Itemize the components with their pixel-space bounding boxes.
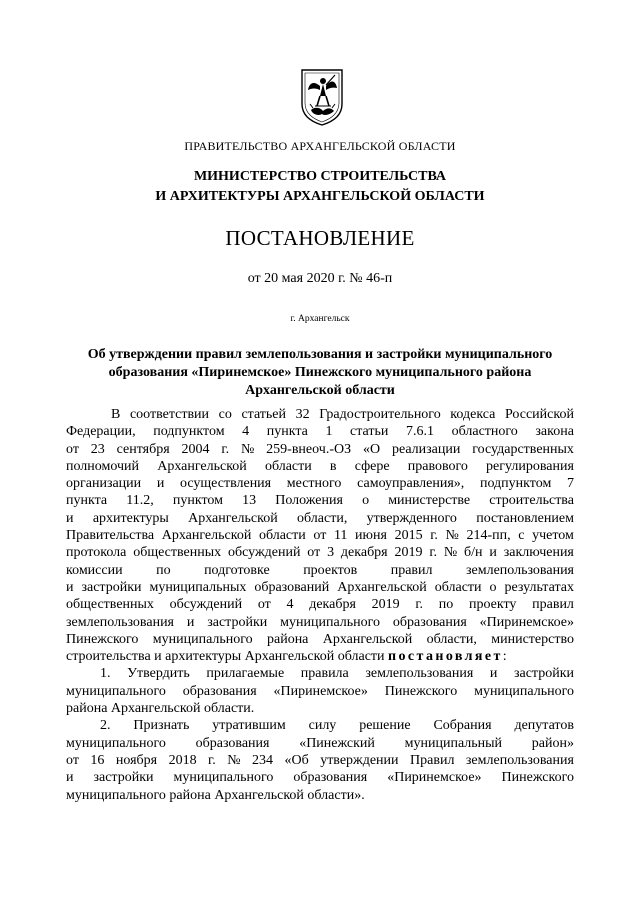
- word: муниципального: [173, 770, 274, 786]
- word: от: [66, 441, 79, 457]
- word: утратившим: [212, 718, 286, 734]
- word: по: [156, 562, 171, 578]
- text-line: [66, 510, 574, 527]
- resolution-keyword-suffix: :: [502, 649, 507, 665]
- word: пункта: [66, 493, 108, 509]
- word: правила: [300, 666, 349, 682]
- word: реализации: [391, 441, 461, 457]
- word: Правительства: [66, 528, 155, 544]
- word: Пинежского: [501, 770, 574, 786]
- word: №: [443, 545, 458, 561]
- word: застройки: [93, 770, 154, 786]
- word: г.: [430, 528, 438, 544]
- word: статьи: [350, 424, 389, 440]
- word: постановлением: [476, 510, 574, 526]
- word: Признать: [133, 718, 190, 734]
- word: 7: [566, 476, 574, 492]
- word: муниципального: [152, 631, 253, 647]
- word: 2019: [371, 597, 400, 613]
- word: «Пиринемское»: [479, 614, 574, 630]
- word: подпунктом: [153, 424, 225, 440]
- word: кодекса: [450, 407, 496, 422]
- word: от: [307, 545, 321, 561]
- word: 2018: [168, 752, 197, 768]
- word: архитектуры: [92, 510, 169, 526]
- word: муниципального: [280, 614, 381, 630]
- word: и: [156, 476, 165, 492]
- ministry-name-line-1: МИНИСТЕРСТВО СТРОИТЕЛЬСТВА: [193, 169, 447, 184]
- word: области,: [426, 631, 477, 647]
- word: муниципальный: [404, 735, 503, 751]
- word: застройки: [81, 579, 142, 595]
- word: и: [489, 545, 497, 561]
- word: 32: [295, 407, 310, 422]
- text-line: [66, 423, 574, 440]
- word: по: [438, 597, 454, 613]
- word: области: [434, 579, 482, 595]
- word: муниципального: [474, 683, 574, 699]
- document-city: г. Архангельск: [290, 314, 350, 324]
- word: депутатов: [514, 718, 574, 734]
- word: соответствии: [129, 407, 210, 422]
- word: самоуправления»,: [357, 476, 465, 492]
- word: пунктом: [172, 493, 223, 509]
- word: проекту: [468, 597, 517, 613]
- word: №: [240, 441, 255, 457]
- word: района: [266, 631, 309, 647]
- paragraph-preamble-last-line: [66, 648, 574, 665]
- text-line: [66, 579, 574, 596]
- paragraph-item-1: [66, 665, 574, 700]
- word: землепользования: [465, 752, 574, 768]
- document-title: [60, 346, 580, 400]
- word: застройки: [513, 666, 574, 682]
- paragraph-item-2: [66, 717, 574, 786]
- word: район»: [531, 735, 574, 751]
- document-title-line-1: Об утверждении правил землепользования и застройки муниципального: [87, 347, 553, 362]
- word: землепользования: [66, 614, 174, 630]
- word: области: [264, 458, 312, 474]
- word: 13: [242, 493, 257, 509]
- word: обсуждений: [169, 597, 243, 613]
- text-line: [66, 596, 574, 613]
- word: образования: [182, 683, 257, 699]
- text-line: [66, 665, 574, 682]
- word: от: [66, 752, 79, 768]
- word: Положения: [275, 493, 343, 509]
- word: прилагаемые: [206, 666, 285, 682]
- word: образований: [254, 579, 330, 595]
- word: «Пиринемское»: [273, 683, 368, 699]
- text-line: [66, 683, 574, 700]
- arkhangelsk-coat-of-arms-icon: [299, 66, 345, 126]
- word: общественных: [133, 545, 222, 561]
- text-line: [66, 735, 574, 752]
- ministry-name-line-2: И АРХИТЕКТУРЫ АРХАНГЕЛЬСКОЙ ОБЛАСТИ: [155, 189, 485, 204]
- word: г.: [208, 752, 216, 768]
- word: строительства: [489, 493, 574, 509]
- word: образования: [392, 614, 467, 630]
- word: заключения: [503, 545, 574, 561]
- word: организации: [66, 476, 142, 492]
- word: пункта: [266, 424, 308, 440]
- word: 1: [325, 424, 333, 440]
- word: июня: [355, 528, 387, 544]
- paragraph-preamble: [66, 406, 574, 648]
- word: сфере: [354, 458, 390, 474]
- word: и: [489, 666, 498, 682]
- word: Федерации,: [66, 424, 136, 440]
- word: 2.: [100, 718, 111, 734]
- word: Пинежского: [66, 631, 139, 647]
- word: Градостроительного: [319, 407, 441, 422]
- word: 2019: [394, 545, 423, 561]
- text-line: [66, 527, 574, 544]
- word: области,: [297, 510, 348, 526]
- word: №: [445, 528, 459, 544]
- word: «Пинежский: [299, 735, 375, 751]
- word: закона: [535, 424, 574, 440]
- word: обсуждений: [227, 545, 301, 561]
- text-line: [66, 441, 574, 458]
- word: 16: [90, 752, 105, 768]
- word: 11.2,: [126, 493, 154, 509]
- word: Российской: [504, 407, 574, 422]
- word: г.: [221, 441, 230, 457]
- resolution-keyword: постановляет: [388, 649, 503, 665]
- word: министерстве: [388, 493, 471, 509]
- document-title-line-2: образования «Пиринемское» Пинежского муниципального района: [108, 365, 532, 380]
- word: образования: [195, 735, 270, 751]
- word: утверждении: [320, 752, 399, 768]
- paragraph-item-2-last-line: муниципального района Архангельской области».: [66, 787, 365, 803]
- document-type: ПОСТАНОВЛЕНИЕ: [225, 226, 415, 250]
- word: от: [257, 597, 271, 613]
- word: 259-внеоч.-ОЗ: [266, 441, 352, 457]
- word: осуществления: [180, 476, 272, 492]
- word: 1.: [100, 666, 111, 682]
- word: 4: [242, 424, 250, 440]
- word: проектов: [303, 562, 358, 578]
- word: землепользования: [466, 562, 574, 578]
- ministry-name: [0, 167, 640, 207]
- word: полномочий: [66, 458, 140, 474]
- word: с: [518, 528, 525, 544]
- word: б/н: [464, 545, 483, 561]
- word: Архангельской: [322, 631, 413, 647]
- word: 2015: [394, 528, 423, 544]
- word: «Пиринемское»: [387, 770, 482, 786]
- word: со: [218, 407, 232, 422]
- text-line: [66, 631, 574, 648]
- text-line: [66, 406, 574, 423]
- word: министерство: [491, 631, 574, 647]
- word: Пинежского: [384, 683, 458, 699]
- word: протокола: [66, 545, 127, 561]
- word: местного: [286, 476, 342, 492]
- word: №: [227, 752, 241, 768]
- word: и: [66, 770, 74, 786]
- word: утвержденного: [366, 510, 457, 526]
- word: правил: [390, 562, 433, 578]
- word: от: [313, 528, 327, 544]
- word: в: [329, 458, 337, 474]
- word: государственных: [472, 441, 574, 457]
- text-line: [66, 769, 574, 786]
- word: 3: [327, 545, 335, 561]
- word: 7.6.1: [406, 424, 434, 440]
- word: землепользования: [365, 666, 474, 682]
- word: и: [186, 614, 195, 630]
- word: результатах: [504, 579, 574, 595]
- word: 4: [286, 597, 294, 613]
- word: общественных: [66, 597, 154, 613]
- word: области: [258, 528, 306, 544]
- word: подготовке: [204, 562, 270, 578]
- word: 23: [90, 441, 105, 457]
- word: муниципальных: [149, 579, 247, 595]
- word: «Об: [284, 752, 309, 768]
- word: Архангельской: [188, 510, 278, 526]
- word: Утвердить: [127, 666, 190, 682]
- word: муниципального: [66, 735, 166, 751]
- paragraph-item-1-last-line: района Архангельской области.: [66, 701, 255, 717]
- document-body: [66, 406, 574, 804]
- word: 2004: [181, 441, 210, 457]
- word: о: [489, 579, 497, 595]
- text-line: [66, 544, 574, 561]
- word: 214-пп,: [466, 528, 511, 544]
- word: Правил: [410, 752, 455, 768]
- word: «О: [362, 441, 381, 457]
- word: статьей: [241, 407, 287, 422]
- word: В: [111, 407, 121, 422]
- text-line: [66, 717, 574, 734]
- word: учетом: [532, 528, 574, 544]
- word: ноября: [115, 752, 158, 768]
- word: правового: [407, 458, 468, 474]
- text-line: [66, 492, 574, 509]
- document-date-number: от 20 мая 2020 г. № 46-п: [247, 271, 393, 286]
- word: образования: [293, 770, 368, 786]
- word: регулирования: [486, 458, 574, 474]
- word: г.: [429, 545, 437, 561]
- word: Собрания: [433, 718, 492, 734]
- word: решение: [359, 718, 411, 734]
- word: комиссии: [66, 562, 123, 578]
- text-line: [66, 614, 574, 631]
- word: и: [66, 510, 74, 526]
- word: Архангельской: [161, 528, 252, 544]
- word: застройки: [207, 614, 268, 630]
- word: силу: [308, 718, 337, 734]
- word: областного: [451, 424, 518, 440]
- preamble-last-line-text: строительства и архитектуры Архангельской области: [66, 649, 385, 665]
- word: 11: [333, 528, 348, 544]
- text-line: [66, 458, 574, 475]
- word: декабря: [309, 597, 356, 613]
- word: муниципального: [66, 683, 166, 699]
- government-name: ПРАВИТЕЛЬСТВО АРХАНГЕЛЬСКОЙ ОБЛАСТИ: [184, 139, 456, 153]
- text-line: [66, 752, 574, 769]
- word: о: [362, 493, 370, 509]
- word: г.: [415, 597, 424, 613]
- word: Архангельской: [337, 579, 427, 595]
- word: правил: [532, 597, 574, 613]
- text-line: [66, 562, 574, 579]
- text-line: [66, 475, 574, 492]
- word: и: [66, 579, 74, 595]
- word: подпунктом: [479, 476, 552, 492]
- word: сентября: [116, 441, 170, 457]
- word: 234: [252, 752, 274, 768]
- word: Архангельской: [157, 458, 247, 474]
- document-title-line-3: Архангельской области: [245, 383, 395, 398]
- word: декабря: [340, 545, 388, 561]
